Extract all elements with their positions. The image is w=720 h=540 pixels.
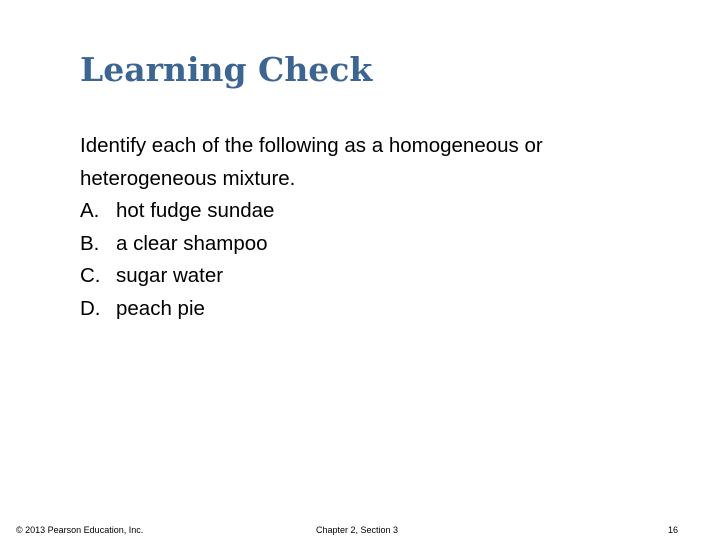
item-text: hot fudge sundae [116,199,275,222]
footer-copyright: © 2013 Pearson Education, Inc. [16,525,144,535]
slide-title: Learning Check [80,50,373,89]
list-item [80,195,680,228]
list-item [80,228,680,261]
slide-body [80,130,680,325]
item-text: sugar water [116,264,224,287]
answer-list [80,195,680,325]
item-letter: C. [80,264,101,287]
item-text: a clear shampoo [116,231,268,255]
footer-chapter: Chapter 2, Section 3 [316,525,399,535]
item-letter: D. [80,296,101,320]
footer-page-number: 16 [667,525,678,535]
item-letter: A. [80,199,100,222]
list-item [80,260,680,293]
list-item [80,293,680,326]
question-intro: Identify each of the following as a homogeneous or heterogeneous mixture. [80,134,543,190]
item-letter: B. [80,231,100,255]
item-text: peach pie [116,296,205,320]
